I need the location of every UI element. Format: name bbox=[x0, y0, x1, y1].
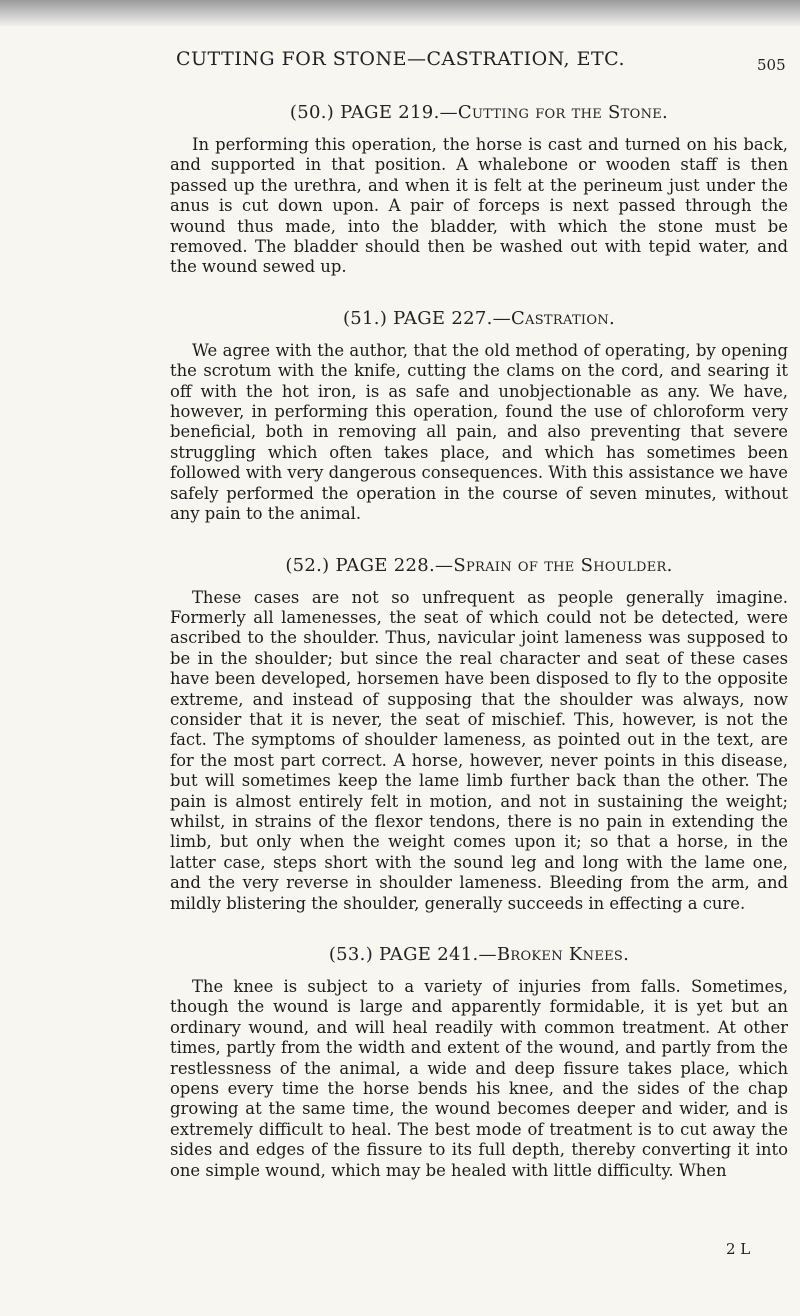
section-number: (50.) bbox=[289, 102, 335, 123]
section-page-ref: PAGE 219.— bbox=[340, 102, 458, 123]
section-50 bbox=[170, 102, 788, 278]
section-page-ref: PAGE 228.— bbox=[335, 554, 454, 576]
section-page-ref: PAGE 227.— bbox=[393, 307, 511, 329]
section-body: In performing this operation, the horse is cast and turned on his back, and supported in that position. A whalebone or wooden staff is then passed up the urethra, and when it is felt at the perineum just under the anus is cut down upon. A pair of forceps is next passed through the wound thus made, into the bladder, with which the stone must be removed. The bladder should then be washed out with tepid water, and the wound sewed up. bbox=[170, 135, 788, 277]
section-heading bbox=[170, 555, 788, 576]
signature-mark: 2 L bbox=[726, 1240, 751, 1258]
section-52 bbox=[170, 555, 788, 915]
section-number: (52.) bbox=[285, 554, 330, 576]
section-page-ref: PAGE 241.— bbox=[379, 944, 497, 965]
section-title: Cutting for the Stone. bbox=[457, 102, 669, 123]
section-51 bbox=[170, 308, 788, 525]
section-number: (51.) bbox=[342, 307, 388, 329]
section-heading bbox=[170, 102, 788, 123]
section-53 bbox=[170, 944, 788, 1181]
section-heading bbox=[170, 308, 788, 329]
sections bbox=[170, 102, 788, 1211]
running-head: CUTTING FOR STONE—CASTRATION, ETC. bbox=[176, 48, 626, 70]
section-title: Broken Knees. bbox=[496, 944, 630, 965]
section-body: The knee is subject to a variety of injuries from falls. Sometimes, though the wound is large and apparently formidable, it is yet but an ordinary wound, and will heal readily with common treatment. At other times, partly from the width and extent of the wound, and partly from the restlessness of the animal, a wide and deep fissure takes place, which opens every time the horse bends his knee, and the sides of the chap growing at the same time, the wound becomes deeper and wider, and is extremely difficult to heal. The best mode of treatment is to cut away the sides and edges of the fissure to its full depth, thereby converting it into one simple wound, which may be healed with little difficulty. When bbox=[170, 977, 788, 1180]
section-heading bbox=[170, 944, 788, 965]
section-body: These cases are not so unfrequent as people generally imagine. Formerly all lamenesses, the seat of which could not be detected, were ascribed to the shoulder. Thus, navicular joint lameness was supposed to be in the shoulder; but since the real character and seat of these cases have been developed, horsemen have been disposed to fly to the opposite extreme, and instead of supposing that the shoulder was always, now consider that it is never, the seat of mischief. This, however, is not the fact. The symptoms of shoulder lameness, as pointed out in the text, are for the most part correct. A horse, however, never points in this disease, but will sometimes keep the lame limb further back than the other. The pain is almost entirely felt in motion, and not in sustaining the weight; whilst, in strains of the flexor tendons, there is no pain in extending the limb, but only when the weight comes upon it; so that a horse, in the latter case, steps short with the sound leg and long with the lame one, and the very reverse in shoulder lameness. Bleeding from the arm, and mildly blistering the shoulder, generally succeeds in effecting a cure. bbox=[170, 587, 788, 913]
page-number: 505 bbox=[757, 56, 786, 74]
section-title: Castration. bbox=[510, 307, 616, 329]
section-title: Sprain of the Shoulder. bbox=[453, 554, 673, 576]
section-number: (53.) bbox=[328, 944, 374, 965]
section-body: We agree with the author, that the old method of operating, by opening the scrotum with the knife, cutting the clams on the cord, and searing it off with the hot iron, is as safe and unobjectionable as any. We have, however, in performing this operation, found the use of chloroform very beneficial, both in removing all pain, and also preventing that severe struggling which often takes place, and which has sometimes been followed with very dangerous consequences. With this assistance we have safely performed the operation in the course of seven minutes, without any pain to the animal. bbox=[170, 340, 788, 524]
scan-top-edge bbox=[0, 0, 800, 26]
